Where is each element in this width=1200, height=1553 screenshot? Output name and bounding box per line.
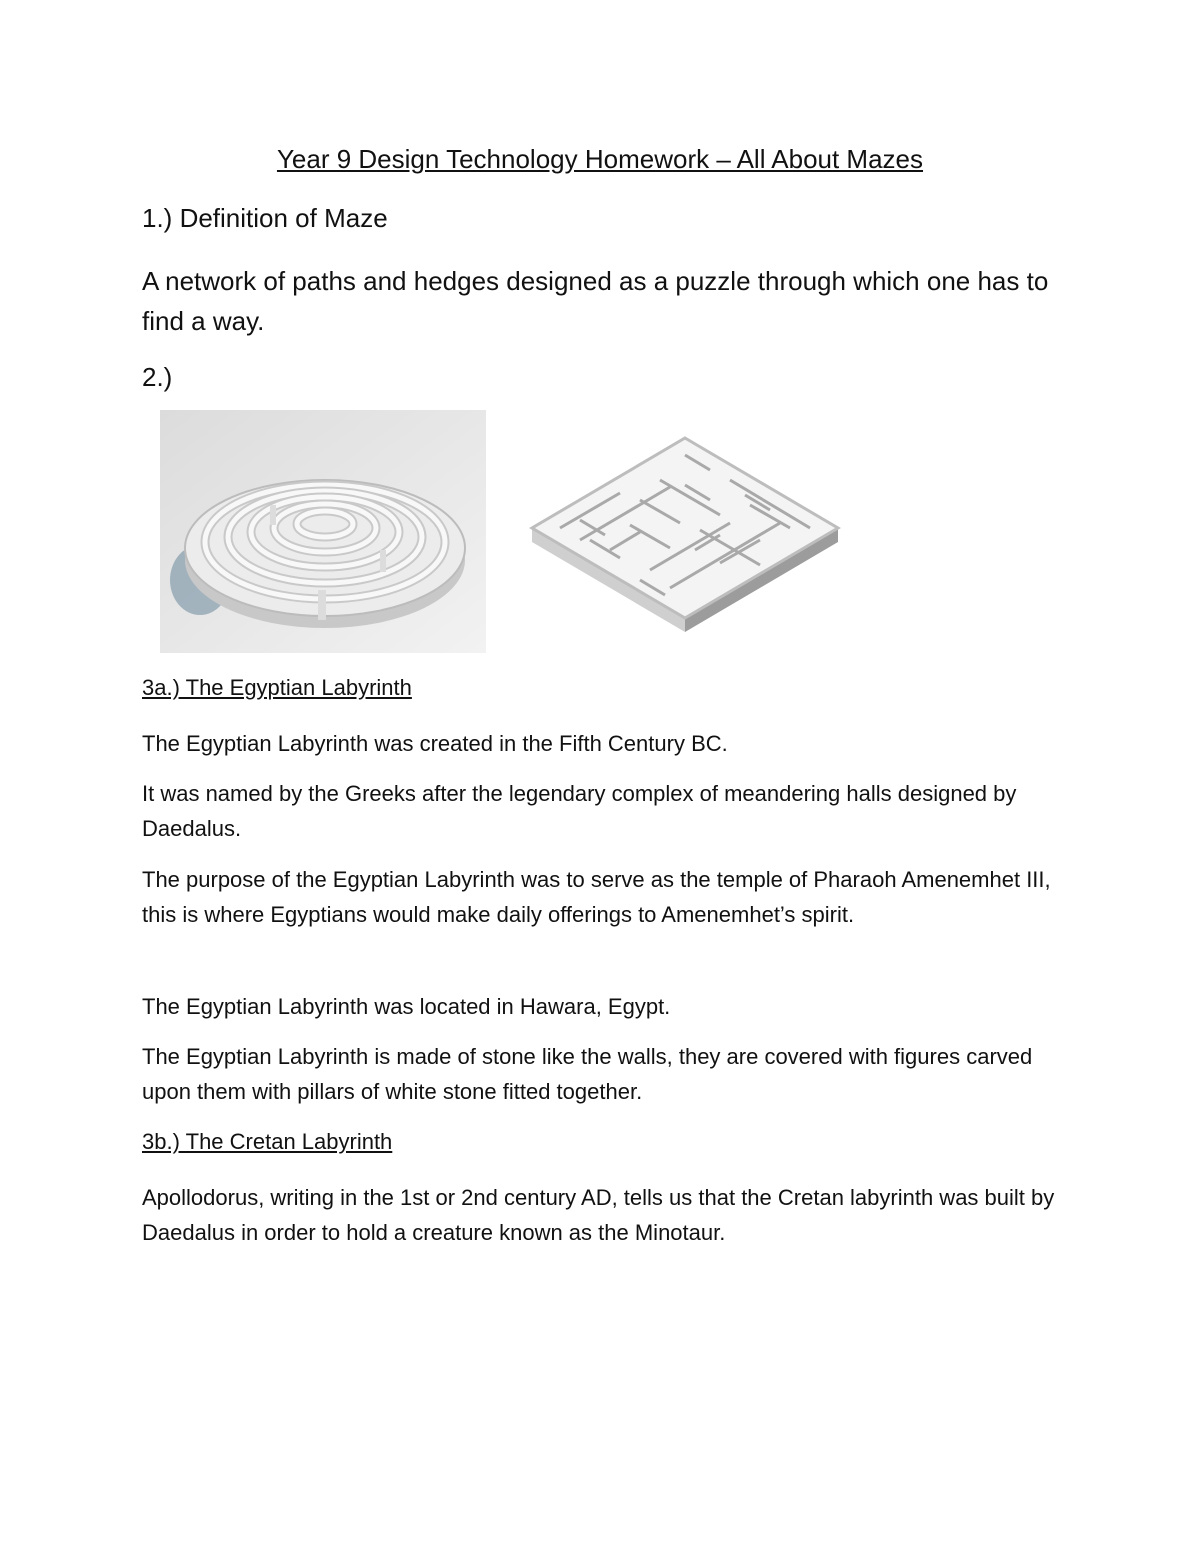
egyptian-para-5: The Egyptian Labyrinth is made of stone like the walls, they are covered with figures carved upon them with pillars of white stone fitted together. bbox=[142, 1044, 1033, 1104]
square-maze-image bbox=[520, 410, 850, 646]
egyptian-para-1: The Egyptian Labyrinth was created in the Fifth Century BC. bbox=[142, 731, 728, 756]
section-3b-heading: 3b.) The Cretan Labyrinth bbox=[142, 1129, 393, 1154]
maze-definition: A network of paths and hedges designed as a puzzle through which one has to find a way. bbox=[142, 266, 1049, 336]
circular-maze-image bbox=[160, 410, 486, 653]
section-3a-heading: 3a.) The Egyptian Labyrinth bbox=[142, 675, 412, 700]
egyptian-para-2: It was named by the Greeks after the legendary complex of meandering halls designed by Daedalus. bbox=[142, 781, 1017, 841]
section-1-heading: 1.) Definition of Maze bbox=[142, 203, 388, 233]
egyptian-para-3: The purpose of the Egyptian Labyrinth was to serve as the temple of Pharaoh Amenemhet III, this is where Egyptians would make daily offerings to Amenemhet’s spirit. bbox=[142, 867, 1051, 927]
cretan-para-1: Apollodorus, writing in the 1st or 2nd century AD, tells us that the Cretan labyrinth was built by Daedalus in order to hold a creature known as the Minotaur. bbox=[142, 1185, 1055, 1245]
section-2-heading: 2.) bbox=[142, 362, 173, 392]
egyptian-para-4: The Egyptian Labyrinth was located in Hawara, Egypt. bbox=[142, 994, 671, 1019]
document-title: Year 9 Design Technology Homework – All About Mazes bbox=[276, 144, 924, 174]
